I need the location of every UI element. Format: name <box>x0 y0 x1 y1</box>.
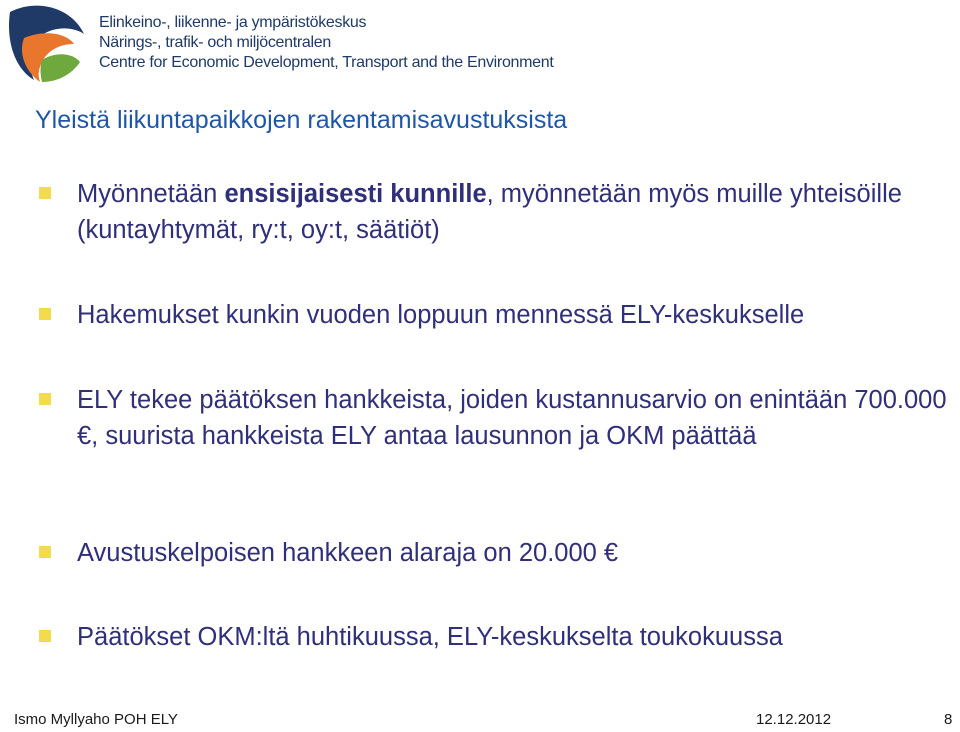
bullet-marker-icon <box>39 630 51 642</box>
bullet-text-emphasis: ensisijaisesti kunnille <box>224 180 487 208</box>
bullet-text: ELY tekee päätöksen hankkeista, joiden kustannusarvio on enintään 700.000 €, suurista hankkeista ELY antaa lausunnon ja OKM päättää <box>77 386 947 450</box>
bullet-text: Hakemukset kunkin vuoden loppuun mennessä ELY-keskukselle <box>77 301 805 329</box>
bullet-text: Päätökset OKM:ltä huhtikuussa, ELY-keskukselta toukokuussa <box>77 623 783 651</box>
slide-title: Yleistä liikuntapaikkojen rakentamisavustuksista <box>35 106 568 134</box>
bullet-text: Avustuskelpoisen hankkeen alaraja on 20.000 € <box>77 539 619 567</box>
page-number: 8 <box>944 711 953 728</box>
footer-date: 12.12.2012 <box>756 711 832 728</box>
bullet-item <box>36 176 956 248</box>
bullet-item <box>36 619 956 655</box>
bullet-text-part: Myönnetään <box>77 180 225 208</box>
org-name-english: Centre for Economic Development, Transport and the Environment <box>99 54 554 71</box>
bullet-text <box>36 176 956 248</box>
org-name-swedish: Närings-, trafik- och miljöcentralen <box>99 34 331 51</box>
organization-name <box>99 13 554 73</box>
bullet-marker-icon <box>39 308 51 320</box>
bullet-item <box>36 382 956 454</box>
bullet-marker-icon <box>39 393 51 405</box>
org-name-finnish: Elinkeino-, liikenne- ja ympäristökeskus <box>99 14 367 31</box>
bullet-text-part: , myönnetään myös muille yhteisöille (kuntayhtymät, ry:t, oy:t, säätiöt) <box>77 180 902 244</box>
bullet-item <box>36 535 956 571</box>
footer-author: Ismo Myllyaho POH ELY <box>14 711 178 728</box>
ely-logo <box>8 4 86 84</box>
bullet-marker-icon <box>39 187 51 199</box>
logo-green-shape <box>41 54 81 82</box>
bullet-item <box>36 297 956 333</box>
bullet-marker-icon <box>39 546 51 558</box>
